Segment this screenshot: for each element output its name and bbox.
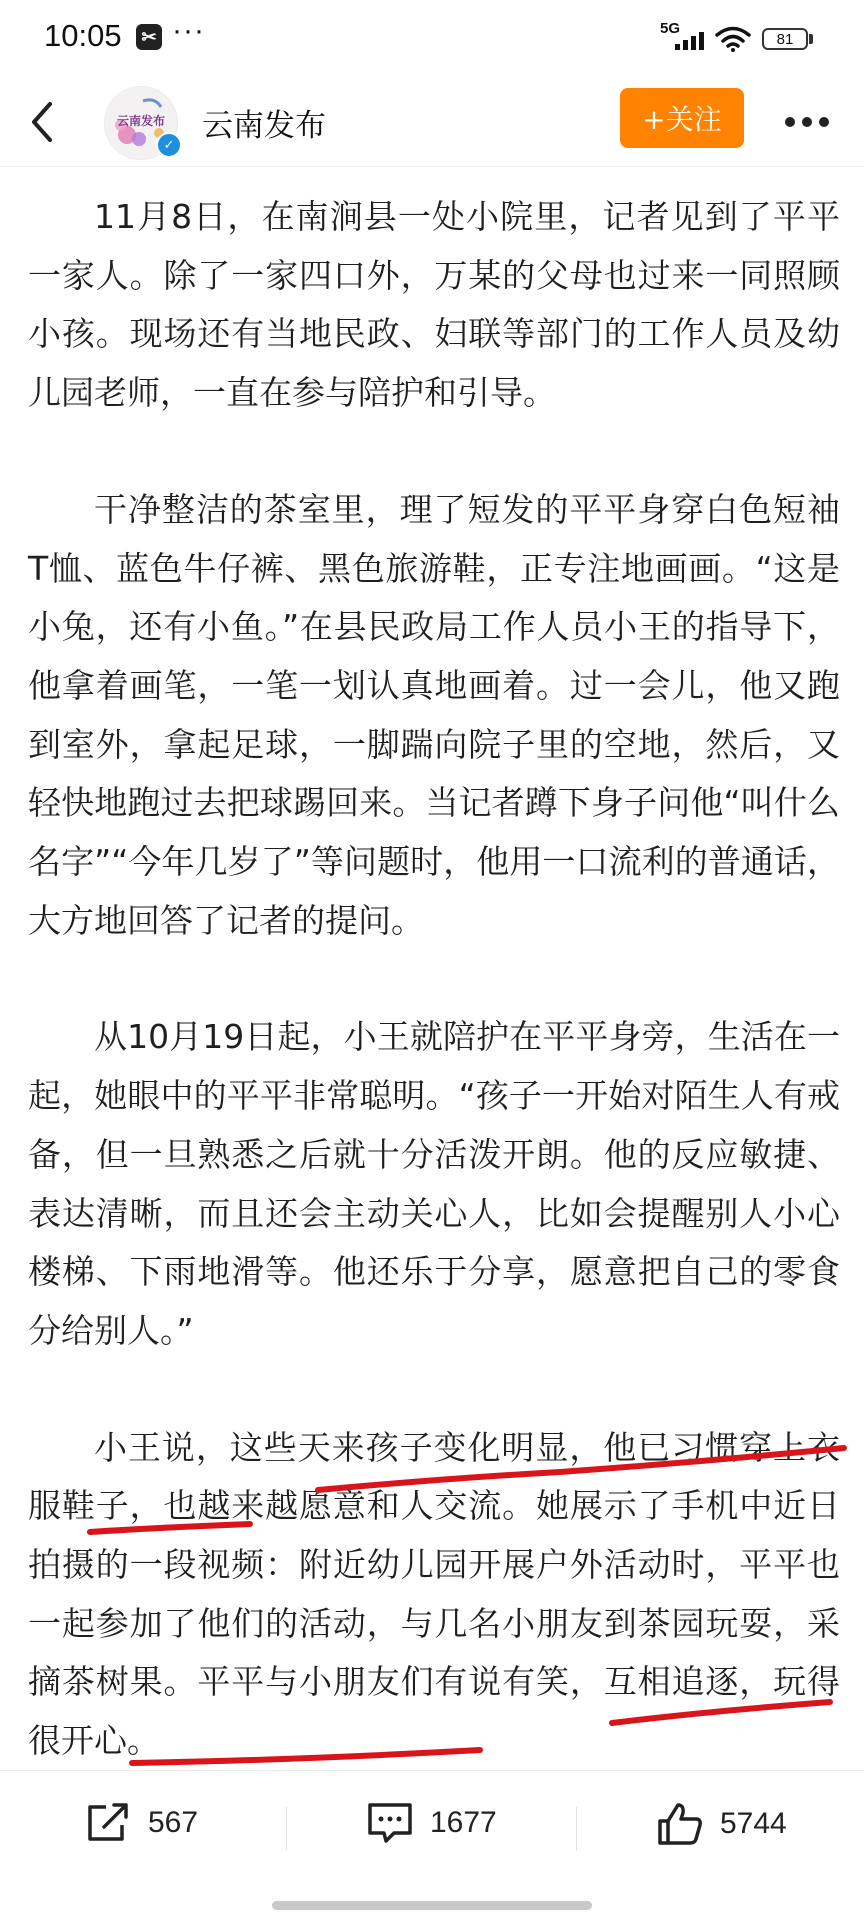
- top-nav-bar: [0, 78, 864, 167]
- more-notifications-icon: ···: [172, 14, 205, 47]
- action-divider: [286, 1807, 287, 1851]
- thumbs-up-icon: [656, 1801, 704, 1847]
- verified-badge-icon: ✓: [156, 132, 182, 158]
- avatar-label: 云南发布: [116, 114, 165, 128]
- bottom-action-bar: [0, 1770, 864, 1923]
- wifi-icon: [715, 26, 751, 52]
- more-horizontal-icon[interactable]: [784, 116, 830, 128]
- battery-icon: [762, 28, 808, 50]
- capcut-icon: ✂: [136, 24, 162, 50]
- network-type: 5G: [660, 20, 681, 37]
- article-paragraph-1: 11月8日，在南涧县一处小院里，记者见到了平平一家人。除了一家四口外，万某的父母也过来一同照顾小孩。现场还有当地民政、妇联等部门的工作人员及幼儿园老师，一直在参与陪护和引导。: [28, 197, 840, 413]
- follow-button[interactable]: +关注: [620, 88, 744, 148]
- battery-level: 81: [776, 30, 794, 48]
- article-body: [28, 188, 840, 1829]
- comment-count: 1677: [430, 1806, 497, 1839]
- action-divider: [576, 1807, 577, 1851]
- comment-button[interactable]: [366, 1801, 497, 1845]
- share-icon: [84, 1801, 132, 1845]
- status-bar: [0, 0, 864, 78]
- share-button[interactable]: [84, 1801, 198, 1845]
- signal-icon: [675, 30, 711, 50]
- like-count: 5744: [720, 1807, 787, 1840]
- chevron-left-icon[interactable]: [24, 98, 64, 146]
- article-paragraph-3: 从10月19日起，小王就陪护在平平身旁，生活在一起，她眼中的平平非常聪明。“孩子一开始对陌生人有戒备，但一旦熟悉之后就十分活泼开朗。他的反应敏捷、表达清晰，而且还会主动关心人，比如会提醒别人小心楼梯、下雨地滑等。他还乐于分享，愿意把自己的零食分给别人。”: [28, 1017, 840, 1350]
- article-paragraph-2: 干净整洁的茶室里，理了短发的平平身穿白色短袖T恤、蓝色牛仔裤、黑色旅游鞋，正专注地画画。“这是小兔，还有小鱼。”在县民政局工作人员小王的指导下，他拿着画笔，一笔一划认真地画着。过一会儿，他又跑到室外，拿起足球，一脚踹向院子里的空地，然后，又轻快地跑过去把球踢回来。当记者蹲下身子问他“叫什么名字”“今年几岁了”等问题时，他用一口流利的普通话，大方地回答了记者的提问。: [28, 489, 840, 940]
- like-button[interactable]: [656, 1801, 787, 1847]
- home-indicator[interactable]: [272, 1901, 592, 1910]
- account-name[interactable]: 云南发布: [202, 108, 326, 144]
- battery-tip: [809, 34, 813, 44]
- share-count: 567: [148, 1806, 199, 1839]
- comment-icon: [366, 1801, 414, 1845]
- article-paragraph-4: 小王说，这些天来孩子变化明显，他已习惯穿上衣服鞋子，也越来越愿意和人交流。她展示了手机中近日拍摄的一段视频：附近幼儿园开展户外活动时，平平也一起参加了他们的活动，与几名小朋友到茶园玩耍，采摘茶树果。平平与小朋友们有说有笑，互相追逐，玩得很开心。: [28, 1427, 840, 1761]
- status-time: 10:05: [44, 18, 122, 53]
